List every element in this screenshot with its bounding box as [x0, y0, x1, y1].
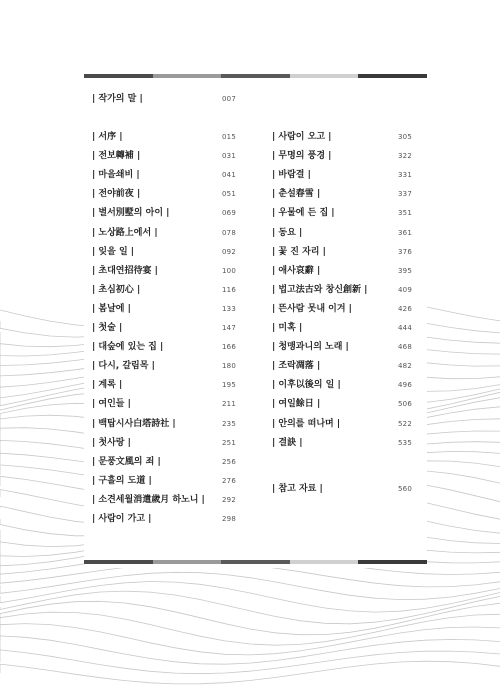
toc-entry-title: | 별서別墅의 아이 | [92, 208, 170, 219]
toc-entry-title: | 참고 자료 | [272, 484, 323, 494]
toc-entry-page: 322 [398, 152, 412, 161]
toc-entry[interactable] [92, 340, 236, 354]
toc-entry-title: | 첫사랑 | [92, 437, 131, 448]
toc-entry[interactable] [92, 378, 236, 392]
toc-entry-page: 361 [398, 228, 412, 237]
toc-entry[interactable] [92, 512, 236, 526]
bar-segment [153, 560, 222, 564]
toc-entry-page: 251 [222, 438, 236, 447]
toc-entry-title: | 꽃 진 자리 | [272, 246, 326, 257]
toc-entry-title: | 봄날에 | [92, 303, 131, 314]
toc-entry-page: 069 [222, 209, 236, 218]
toc-entry-references[interactable] [272, 482, 412, 496]
toc-entry-page: 133 [222, 304, 236, 313]
toc-entry[interactable] [92, 417, 236, 431]
bar-segment [84, 74, 153, 78]
toc-entry[interactable] [272, 168, 412, 182]
toc-entry-title: | 여일餘日 | [272, 399, 321, 410]
bar-segment [290, 74, 359, 78]
toc-entry-title: | 전야前夜 | [92, 189, 141, 200]
toc-entry[interactable] [92, 436, 236, 450]
toc-entry-page: 180 [222, 362, 236, 371]
toc-entry-page: 031 [222, 152, 236, 161]
toc-entry-page: 211 [222, 400, 236, 409]
top-divider-bar [84, 74, 427, 78]
toc-entry-page: 092 [222, 247, 236, 256]
toc-entry[interactable] [272, 245, 412, 259]
toc-entry-title: | 사람이 가고 | [92, 514, 152, 524]
toc-entry[interactable] [272, 417, 412, 431]
toc-entry-page: 256 [222, 457, 236, 466]
toc-entry[interactable] [272, 397, 412, 411]
toc-entry-title: | 구흘의 도道 | [92, 475, 152, 486]
toc-entry-title: | 잊을 일 | [92, 246, 135, 257]
toc-entry-page: 506 [398, 400, 412, 409]
toc-entry-title: | 소견세월消遣歲月 하노니 | [92, 494, 205, 505]
toc-entry[interactable] [92, 455, 236, 469]
toc-entry[interactable] [272, 130, 412, 144]
toc-entry-title: | 마을쇄비 | [92, 170, 140, 181]
toc-entry-title: | 동요 | [272, 227, 303, 238]
toc-entry-title: | 초대연招待宴 | [92, 265, 158, 276]
bar-segment [358, 74, 427, 78]
toc-entry-page: 298 [222, 515, 236, 523]
wave-line [0, 636, 500, 664]
toc-entry-title: | 전보轉補 | [92, 151, 141, 162]
toc-entry[interactable] [92, 493, 236, 507]
wave-line [0, 572, 500, 599]
toc-entry-page: 078 [222, 228, 236, 237]
toc-entry-page: 482 [398, 362, 412, 371]
toc-entry-page: 235 [222, 419, 236, 428]
toc-entry-page: 041 [222, 171, 236, 180]
toc-entry[interactable] [92, 168, 236, 182]
toc-entry-page: 305 [398, 133, 412, 141]
toc-entry-title: | 춘설春雪 | [272, 189, 321, 200]
toc-entry-title: | 노상路上에서 | [92, 227, 158, 238]
toc-entry[interactable] [92, 226, 236, 240]
toc-entry[interactable] [272, 340, 412, 354]
toc-entry-title: | 작가의 말 | [92, 94, 143, 104]
toc-entry[interactable] [92, 397, 236, 411]
toc-entry-page: 395 [398, 266, 412, 275]
toc-entry-page: 276 [222, 476, 236, 485]
toc-entry[interactable] [272, 226, 412, 240]
toc-entry[interactable] [92, 321, 236, 335]
toc-entry-page: 337 [398, 190, 412, 199]
bar-segment [84, 560, 153, 564]
toc-entry-page: 051 [222, 190, 236, 199]
toc-entry-title: | 사람이 오고 | [272, 132, 332, 142]
toc-entry-title: | 결訣 | [272, 437, 303, 448]
toc-entry-title: | 우물에 든 집 | [272, 208, 335, 219]
toc-entry[interactable] [272, 302, 412, 316]
wave-line [0, 624, 500, 655]
toc-entry[interactable] [272, 283, 412, 297]
toc-entry-page: 426 [398, 304, 412, 313]
toc-entry-page: 522 [398, 419, 412, 428]
toc-entry-page: 116 [222, 285, 236, 294]
toc-entry-intro[interactable] [92, 92, 236, 106]
bar-segment [290, 560, 359, 564]
bar-segment [221, 74, 290, 78]
toc-entry[interactable] [272, 436, 412, 450]
toc-entry-title: | 여인들 | [92, 399, 131, 410]
toc-entry-title: | 법고法古와 창신創新 | [272, 284, 368, 295]
toc-entry-title: | 다시, 갈림목 | [92, 361, 155, 372]
toc-entry-title: | 백탑시사白塔詩社 | [92, 418, 176, 429]
toc-entry-page: 444 [398, 324, 412, 332]
toc-entry-title: | 대숲에 있는 집 | [92, 342, 164, 353]
toc-entry-page: 292 [222, 495, 236, 504]
toc-entry[interactable] [92, 474, 236, 488]
toc-entry-page: 331 [398, 171, 412, 180]
toc-entry-page: 468 [398, 343, 412, 352]
toc-entry[interactable] [272, 264, 412, 278]
toc-entry-page: 376 [398, 247, 412, 256]
wave-line [0, 591, 500, 624]
toc-entry-title: | 이후以後의 일 | [272, 380, 341, 391]
toc-entry-page: 496 [398, 381, 412, 390]
toc-entry[interactable] [92, 187, 236, 201]
toc-entry-page: 409 [398, 285, 412, 294]
toc-entry[interactable] [272, 149, 412, 163]
toc-entry[interactable] [92, 130, 236, 144]
bar-segment [358, 560, 427, 564]
toc-entry-title: | 안의를 떠나며 | [272, 418, 341, 429]
toc-entry-title: | 문풍文風의 죄 | [92, 456, 161, 467]
toc-entry[interactable] [92, 283, 236, 297]
toc-entry[interactable] [272, 378, 412, 392]
toc-entry[interactable] [272, 187, 412, 201]
toc-entry-title: | 미혹 | [272, 323, 303, 333]
toc-entry-page: 195 [222, 381, 236, 390]
toc-entry-title: | 첫술 | [92, 323, 123, 333]
toc-entry[interactable] [92, 149, 236, 163]
toc-entry-page: 015 [222, 133, 236, 141]
wave-line [0, 582, 500, 613]
toc-entry-title: | 계록 | [92, 380, 123, 391]
toc-entry[interactable] [272, 206, 412, 220]
toc-entry-page: 535 [398, 438, 412, 447]
wave-line [0, 661, 500, 684]
toc-entry-page: 007 [222, 95, 236, 103]
toc-entry[interactable] [92, 264, 236, 278]
toc-entry[interactable] [272, 321, 412, 335]
toc-entry[interactable] [92, 245, 236, 259]
toc-entry-page: 560 [398, 485, 412, 493]
bottom-divider-bar [84, 560, 427, 564]
toc-entry-title: | 조락凋落 | [272, 361, 321, 372]
toc-entry[interactable] [272, 359, 412, 373]
wave-line [0, 650, 500, 674]
toc-entry-title: | 바람결 | [272, 170, 311, 181]
bar-segment [221, 560, 290, 564]
toc-entry-title: | 청맹과니의 노래 | [272, 342, 349, 353]
toc-entry-page: 166 [222, 343, 236, 352]
toc-entry-page: 100 [222, 266, 236, 275]
toc-entry-title: | 무명의 풍경 | [272, 151, 332, 162]
toc-entry-page: 147 [222, 324, 236, 332]
toc-entry-title: | 초심初心 | [92, 284, 141, 295]
table-of-contents-page [84, 72, 427, 568]
bar-segment [153, 74, 222, 78]
toc-entry-title: | 서序 | [92, 132, 123, 142]
toc-entry[interactable] [92, 206, 236, 220]
toc-entry-title: | 뜬사람 못내 이겨 | [272, 303, 352, 314]
toc-entry[interactable] [92, 359, 236, 373]
toc-entry-title: | 애사哀辭 | [272, 265, 321, 276]
toc-entry[interactable] [92, 302, 236, 316]
toc-entry-page: 351 [398, 209, 412, 218]
